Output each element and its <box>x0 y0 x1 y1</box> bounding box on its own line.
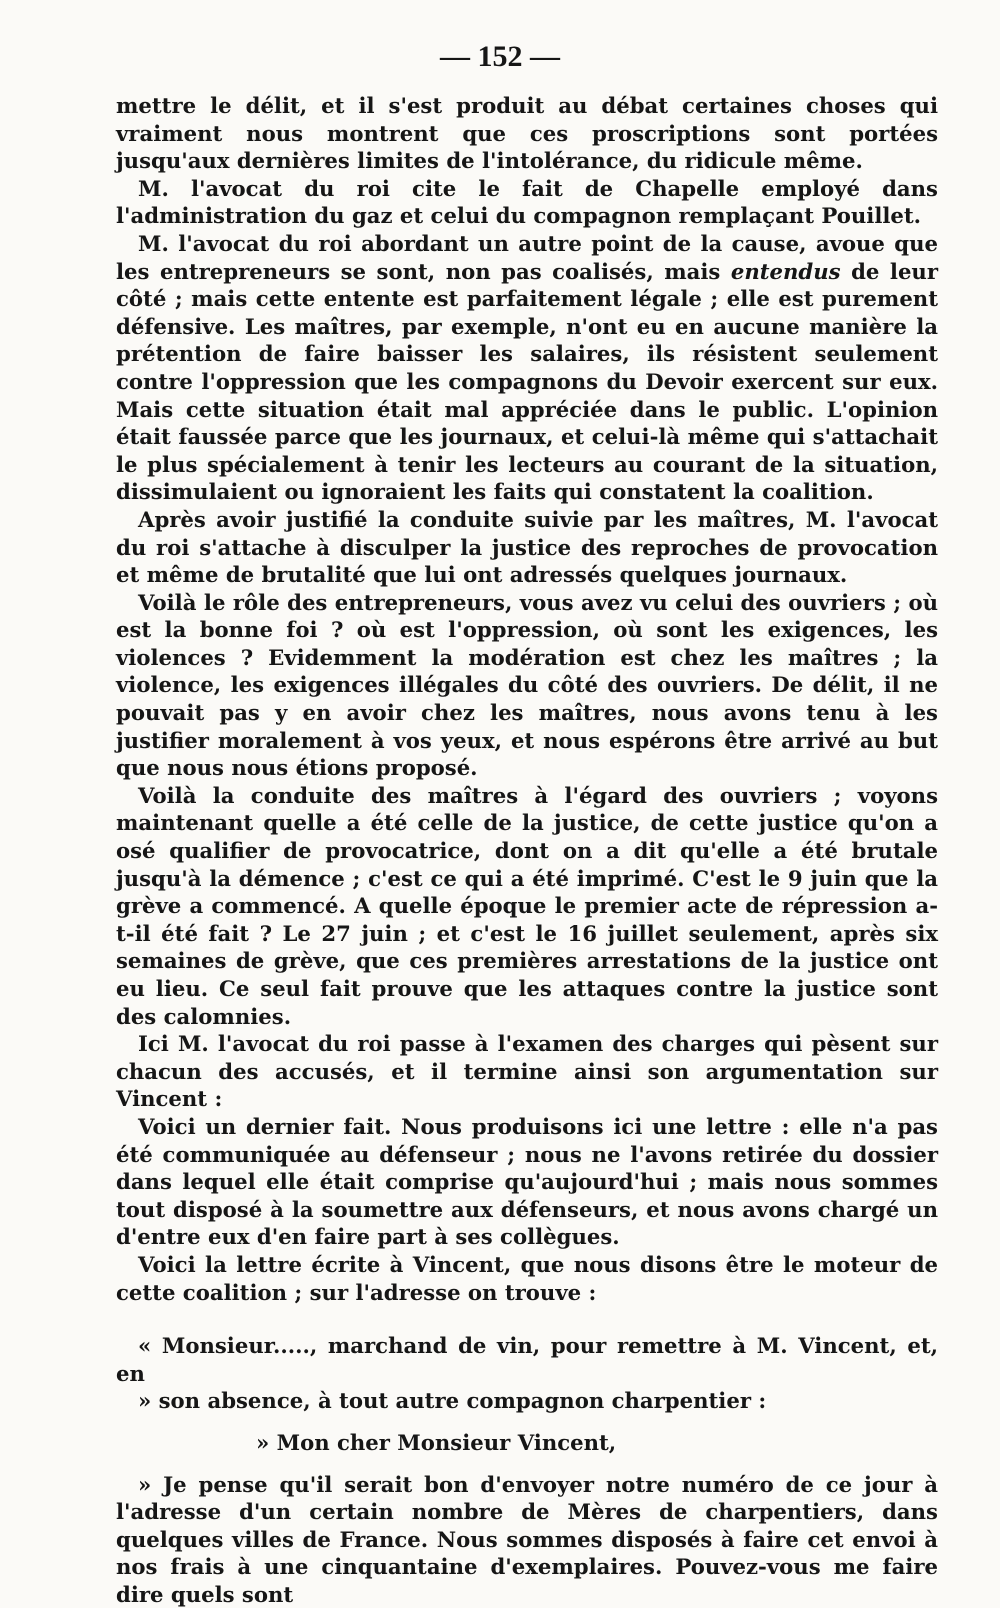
paragraph-2: M. l'avocat du roi cite le fait de Chapelle employé dans l'administration du gaz et celui du compagnon remplaçant Pouillet. <box>116 175 938 230</box>
paragraph-3-end: de leur côté ; mais cette entente est parfaitement légale ; elle est purement défensive. Les maîtres, par exemple, n'ont eu en aucune manière la prétention de faire baisser les salaires, ils résistent seulement contre l'oppression que les compagnons du Devoir exercent sur eux. Mais cette situation était mal appréciée dans le public. L'opinion était faussée parce que les journaux, et celui-là même qui s'attachait le plus spécialement à tenir les lecteurs au courant de la situation, dissimulaient ou ignoraient les faits qui constatent la coalition. <box>116 259 938 505</box>
paragraph-8: Voici un dernier fait. Nous produisons ici une lettre : elle n'a pas été communiquée au défenseur ; nous ne l'avons retirée du dossier dans lequel elle était comprise qu'aujourd'hui ; mais nous sommes tout disposé à la soumettre aux défenseurs, et nous avons chargé un d'entre eux d'en faire part à ses collègues. <box>116 1113 938 1251</box>
paragraph-6: Voilà la conduite des maîtres à l'égard des ouvriers ; voyons maintenant quelle a été celle de la justice, de cette justice qu'on a osé qualifier de provocatrice, dont on a dit qu'elle a été brutale jusqu'à la démence ; c'est ce qui a été imprimé. C'est le 9 juin que la grève a commencé. A quelle époque le premier acte de répression a-t-il été fait ? Le 27 juin ; et c'est le 16 juillet seulement, après six semaines de grève, que ces premières arrestations de la justice ont eu lieu. Ce seul fait prouve que les attaques contre la justice sont des calomnies. <box>116 782 938 1030</box>
paragraph-1: mettre le délit, et il s'est produit au débat certaines choses qui vraiment nous montrent que ces proscriptions sont portées jusqu'aux dernières limites de l'intolérance, du ridicule même. <box>116 92 938 175</box>
page-number: — 152 — <box>0 40 1000 74</box>
letter-address <box>116 1332 938 1415</box>
letter-salutation: » Mon cher Monsieur Vincent, <box>116 1429 938 1457</box>
paragraph-9: Voici la lettre écrite à Vincent, que nous disons être le moteur de cette coalition ; sur l'adresse on trouve : <box>116 1251 938 1306</box>
paragraph-7: Ici M. l'avocat du roi passe à l'examen des charges qui pèsent sur chacun des accusés, et il termine ainsi son argumentation sur Vincent : <box>116 1030 938 1113</box>
paragraph-5: Voilà le rôle des entrepreneurs, vous avez vu celui des ouvriers ; où est la bonne foi ? où est l'oppression, où sont les exigences, les violences ? Evidemment la modération est chez les maîtres ; la violence, les exigences illégales du côté des ouvriers. De délit, il ne pouvait pas y en avoir chez les maîtres, nous avons tenu à les justifier moralement à vos yeux, et nous espérons être arrivé au but que nous nous étions proposé. <box>116 589 938 782</box>
paragraph-4: Après avoir justifié la conduite suivie par les maîtres, M. l'avocat du roi s'attache à disculper la justice des reproches de provocation et même de brutalité que lui ont adressés quelques journaux. <box>116 506 938 589</box>
italic-term: entendus <box>731 259 841 284</box>
letter-address-line-1: « Monsieur....., marchand de vin, pour remettre à M. Vincent, et, en <box>116 1332 938 1387</box>
letter-address-line-2: » son absence, à tout autre compagnon charpentier : <box>116 1387 938 1415</box>
paragraph-3 <box>116 230 938 506</box>
letter-body: » Je pense qu'il serait bon d'envoyer notre numéro de ce jour à l'adresse d'un certain nombre de Mères de charpentiers, dans quelques villes de France. Nous sommes disposés à faire cet envoi à nos frais à une cinquantaine d'exemplaires. Pouvez-vous me faire dire quels sont <box>116 1471 938 1608</box>
paragraph-3-start: M. l'avocat du roi abordant un autre point de la cause, avoue que les entrepreneurs se sont, non pas coalisés, mais <box>116 231 938 284</box>
page-body <box>116 92 938 1608</box>
